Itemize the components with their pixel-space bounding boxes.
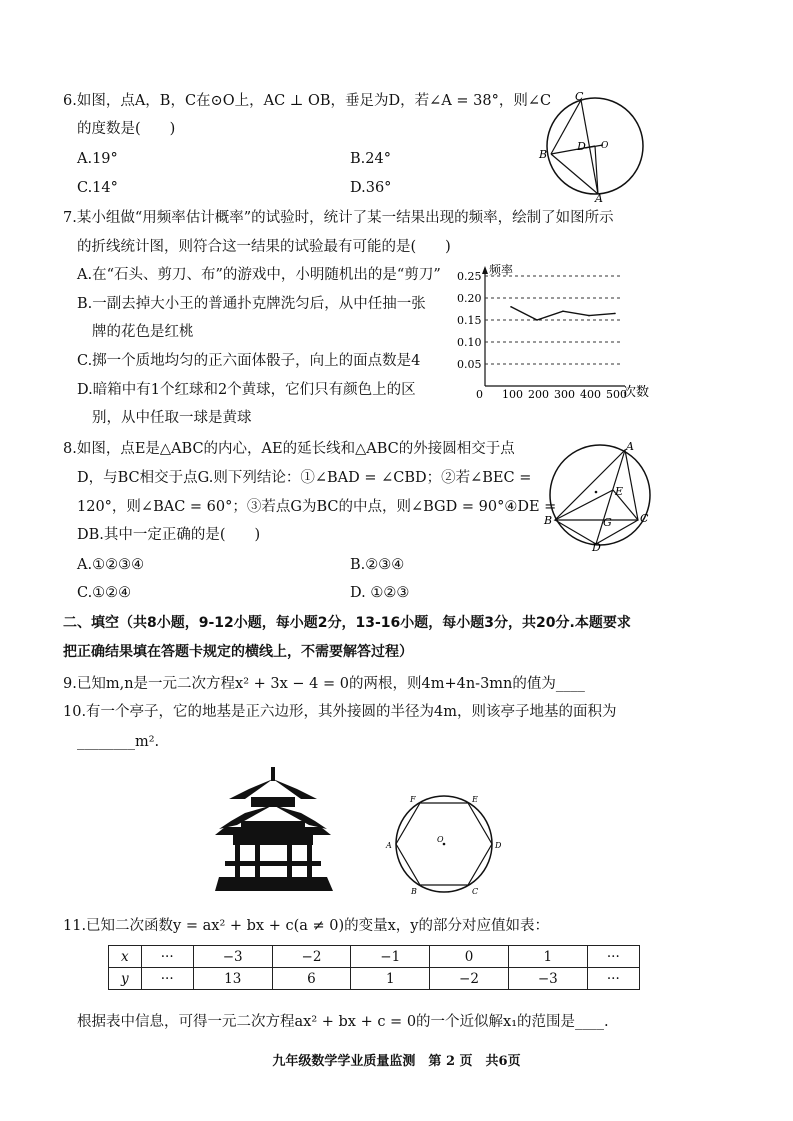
q8-label-d: D bbox=[592, 541, 601, 552]
q6-option-b: B.24° bbox=[350, 151, 391, 167]
table-cell: −2 bbox=[430, 968, 509, 990]
q7-option-c: C.掷一个质地均匀的正六面体骰子，向上的面点数是4 bbox=[77, 353, 421, 369]
section2-header-line2: 把正确结果填在答题卡规定的横线上，不需要解答过程） bbox=[63, 644, 413, 660]
hex-label-d: D bbox=[495, 841, 502, 850]
x-tick-label: 300 bbox=[554, 388, 575, 401]
q11-value-table bbox=[108, 945, 640, 990]
q6-stem-line2: 的度数是( ) bbox=[77, 121, 176, 137]
table-row bbox=[109, 968, 640, 990]
q6-label-c: C bbox=[575, 90, 584, 103]
q8-option-c: C.①②④ bbox=[77, 585, 132, 601]
hex-label-b: B bbox=[411, 887, 417, 896]
frequency-line-chart bbox=[455, 262, 655, 404]
table-row bbox=[109, 946, 640, 968]
hex-label-e: E bbox=[472, 795, 478, 804]
q8-label-a: A bbox=[626, 440, 634, 453]
q7-option-d-line2: 别，从中任取一球是黄球 bbox=[92, 410, 252, 426]
table-cell: 1 bbox=[508, 946, 587, 968]
table-cell: −3 bbox=[193, 946, 272, 968]
x-tick-label: 200 bbox=[528, 388, 549, 401]
hex-label-c: C bbox=[472, 887, 479, 896]
y-tick-label: 0.15 bbox=[457, 314, 482, 327]
q10-line2: ________m². bbox=[77, 734, 160, 750]
table-cell: ··· bbox=[141, 968, 193, 990]
table-cell: ··· bbox=[587, 968, 639, 990]
data-point bbox=[614, 313, 616, 315]
x-tick-label: 100 bbox=[502, 388, 523, 401]
data-point bbox=[536, 319, 538, 321]
frequency-series-line bbox=[511, 307, 615, 320]
q9-text: 9.已知m,n是一元二次方程x² + 3x − 4 = 0的两根，则4m+4n-3mn的值为____ bbox=[63, 676, 585, 692]
page-footer: 九年级数学学业质量监测 第 2 页 共6页 bbox=[272, 1054, 521, 1069]
table-cell: y bbox=[109, 968, 142, 990]
q8-label-b: B bbox=[544, 514, 553, 527]
q7-option-a: A.在“石头、剪刀、布”的游戏中，小明随机出的是“剪刀” bbox=[77, 267, 441, 283]
q8-option-a: A.①②③④ bbox=[77, 557, 145, 573]
y-tick-label: 0.05 bbox=[457, 358, 482, 371]
hex-label-o: O bbox=[437, 835, 444, 844]
table-cell: ··· bbox=[587, 946, 639, 968]
q8-label-g: G bbox=[603, 516, 612, 529]
q8-circle-figure bbox=[540, 440, 665, 552]
q6-label-b: B bbox=[539, 148, 548, 161]
y-axis-arrow bbox=[482, 266, 488, 274]
table-cell: 0 bbox=[430, 946, 509, 968]
q6-circle-figure bbox=[535, 88, 665, 203]
table-cell: −2 bbox=[272, 946, 351, 968]
x-tick-label: 0 bbox=[476, 388, 483, 401]
q8-stem-line2: D，与BC相交于点G.则下列结论：①∠BAD = ∠CBD；②若∠BEC = bbox=[77, 470, 532, 486]
table-cell: ··· bbox=[141, 946, 193, 968]
y-tick-label: 0.10 bbox=[457, 336, 482, 349]
q7-stem-line1: 7.某小组做“用频率估计概率”的试验时，统计了某一结果出现的频率，绘制了如图所示 bbox=[63, 210, 614, 226]
y-tick-label: 0.20 bbox=[457, 292, 482, 305]
data-point bbox=[562, 310, 564, 312]
q8-stem-line1: 8.如图，点E是△ABC的内心，AE的延长线和△ABC的外接圆相交于点 bbox=[63, 441, 515, 457]
q6-option-a: A.19° bbox=[77, 151, 118, 167]
table-cell: x bbox=[109, 946, 142, 968]
q6-label-o: O bbox=[601, 141, 609, 151]
q8-stem-line4: DB.其中一定正确的是( ) bbox=[77, 527, 261, 543]
table-cell: 6 bbox=[272, 968, 351, 990]
q7-stem-line2: 的折线统计图，则符合这一结果的试验最有可能的是( ) bbox=[77, 239, 451, 255]
q7-option-b-line1: B.一副去掉大小王的普通扑克牌洗匀后，从中任抽一张 bbox=[77, 296, 426, 312]
q8-option-d: D. ①②③ bbox=[350, 585, 410, 601]
table-cell: 1 bbox=[351, 968, 430, 990]
q6-label-a: A bbox=[595, 192, 603, 203]
x-tick-label: 500 bbox=[606, 388, 627, 401]
q8-stem-line3: 120°，则∠BAC = 60°；③若点G为BC的中点，则∠BGD = 90°④DE = bbox=[77, 499, 557, 515]
data-point bbox=[510, 306, 512, 308]
q10-line1: 10.有一个亭子，它的地基是正六边形，其外接圆的半径为4m，则该亭子地基的面积为 bbox=[63, 704, 617, 720]
q11-stem: 11.已知二次函数y = ax² + bx + c(a ≠ 0)的变量x，y的部分对应值如表： bbox=[63, 918, 549, 934]
y-tick-label: 0.25 bbox=[457, 270, 482, 283]
q6-stem-line1: 6.如图，点A，B，C在⊙O上，AC ⊥ OB，垂足为D，若∠A = 38°，则∠C bbox=[63, 93, 552, 109]
q8-option-b: B.②③④ bbox=[350, 557, 405, 573]
hex-label-f: F bbox=[410, 795, 416, 804]
chart-xlabel: 次数 bbox=[623, 385, 650, 400]
pavilion-picture bbox=[215, 765, 335, 895]
x-tick-label: 400 bbox=[580, 388, 601, 401]
table-cell: 13 bbox=[193, 968, 272, 990]
q8-label-c: C bbox=[640, 512, 649, 525]
q8-label-e: E bbox=[615, 485, 624, 498]
table-cell: −1 bbox=[351, 946, 430, 968]
section2-header-line1: 二、填空（共8小题，9-12小题，每小题2分，13-16小题，每小题3分，共20分.本题要求 bbox=[63, 615, 631, 631]
hex-label-a: A bbox=[386, 841, 392, 850]
q7-option-b-line2: 牌的花色是红桃 bbox=[92, 324, 194, 340]
table-cell: −3 bbox=[508, 968, 587, 990]
q11-after-table: 根据表中信息，可得一元二次方程ax² + bx + c = 0的一个近似解x₁的范围是____. bbox=[77, 1014, 609, 1030]
q6-option-d: D.36° bbox=[350, 180, 392, 196]
data-point bbox=[588, 315, 590, 317]
q10-hexagon-figure bbox=[382, 790, 507, 900]
q6-label-d: D bbox=[577, 140, 586, 153]
q6-option-c: C.14° bbox=[77, 180, 118, 196]
chart-ylabel: 频率 bbox=[489, 263, 514, 277]
q7-option-d-line1: D.暗箱中有1个红球和2个黄球，它们只有颜色上的区 bbox=[77, 382, 416, 398]
